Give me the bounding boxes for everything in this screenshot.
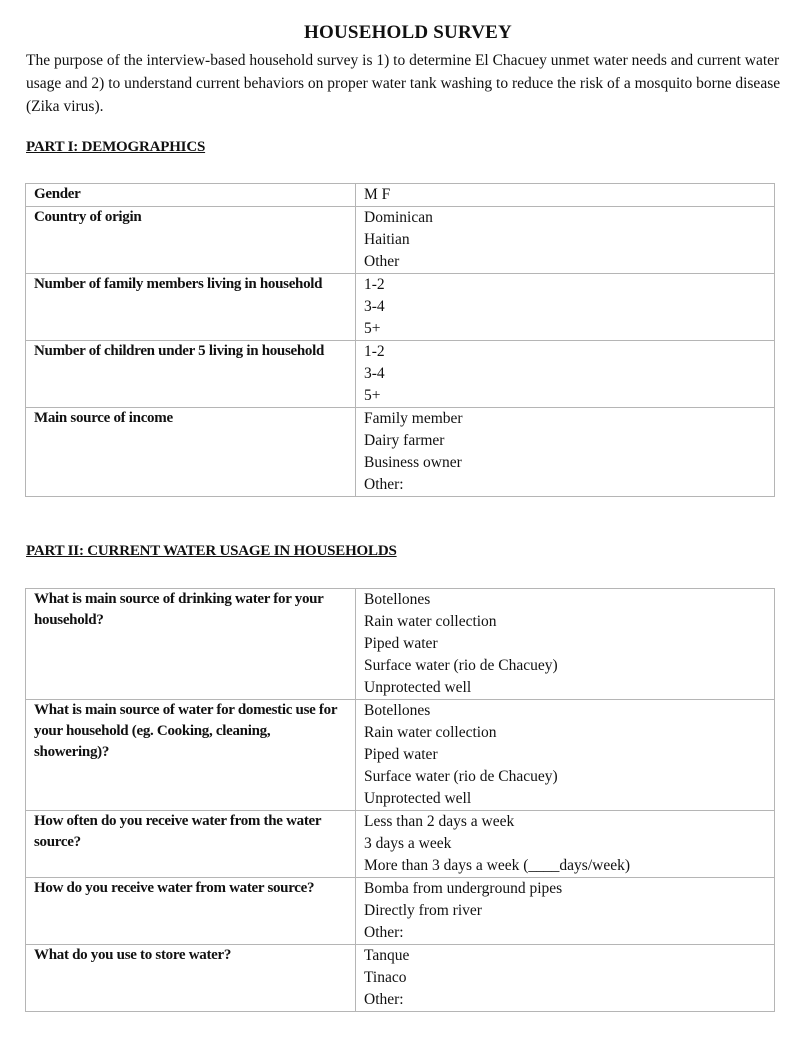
question-cell: Main source of income xyxy=(26,408,356,497)
answer-option: Haitian xyxy=(364,231,410,248)
answer-option: Piped water xyxy=(364,635,438,652)
answer-option: Unprotected well xyxy=(364,679,472,696)
part2-heading: PART II: CURRENT WATER USAGE IN HOUSEHOLDS xyxy=(26,543,397,559)
answer-option: Less than 2 days a week xyxy=(364,813,515,830)
options-cell xyxy=(356,408,775,497)
question-cell: How do you receive water from water source? xyxy=(26,878,356,945)
table-row xyxy=(26,184,775,207)
answer-option: M F xyxy=(364,186,391,203)
answer-option: Tinaco xyxy=(364,969,407,986)
answer-option: Piped water xyxy=(364,746,438,763)
options-cell xyxy=(356,700,775,811)
answer-option: Other xyxy=(364,253,400,270)
table-row xyxy=(26,207,775,274)
table-row xyxy=(26,274,775,341)
table-row xyxy=(26,878,775,945)
answer-option: Dominican xyxy=(364,209,433,226)
table-row xyxy=(26,341,775,408)
answer-option: More than 3 days a week (____days/week) xyxy=(364,857,630,874)
answer-option: 3-4 xyxy=(364,298,385,315)
question-cell: How often do you receive water from the water source? xyxy=(26,811,356,878)
options-cell xyxy=(356,184,775,207)
question-cell: Number of family members living in household xyxy=(26,274,356,341)
answer-option: Tanque xyxy=(364,947,410,964)
question-cell: Gender xyxy=(26,184,356,207)
question-cell: What is main source of drinking water for your household? xyxy=(26,589,356,700)
answer-option: Botellones xyxy=(364,702,431,719)
part1-heading: PART I: DEMOGRAPHICS xyxy=(26,139,206,155)
options-cell xyxy=(356,878,775,945)
table-row xyxy=(26,589,775,700)
demographics-table-body xyxy=(26,184,775,497)
options-cell xyxy=(356,207,775,274)
answer-option: Botellones xyxy=(364,591,431,608)
answer-option: Bomba from underground pipes xyxy=(364,880,563,897)
table-row xyxy=(26,700,775,811)
survey-title: HOUSEHOLD SURVEY xyxy=(304,22,512,43)
water-usage-table xyxy=(25,588,775,1012)
survey-intro: The purpose of the interview-based household survey is 1) to determine El Chacuey unmet water needs and current water usage and 2) to understand current behaviors on proper water tank washing to reduce the risk of a mosquito borne disease (Zika virus). xyxy=(26,52,781,115)
answer-option: Rain water collection xyxy=(364,613,497,630)
question-cell: Number of children under 5 living in household xyxy=(26,341,356,408)
answer-option: 5+ xyxy=(364,387,381,404)
table-row xyxy=(26,811,775,878)
answer-option: Surface water (rio de Chacuey) xyxy=(364,768,558,785)
answer-option: Family member xyxy=(364,410,463,427)
answer-option: 3-4 xyxy=(364,365,385,382)
answer-option: 1-2 xyxy=(364,276,385,293)
answer-option: Rain water collection xyxy=(364,724,497,741)
answer-option: Surface water (rio de Chacuey) xyxy=(364,657,558,674)
answer-option: 5+ xyxy=(364,320,381,337)
answer-option: Dairy farmer xyxy=(364,432,445,449)
question-cell: What is main source of water for domestic use for your household (eg. Cooking, cleaning, showering)? xyxy=(26,700,356,811)
answer-option: Business owner xyxy=(364,454,462,471)
options-cell xyxy=(356,945,775,1012)
options-cell xyxy=(356,274,775,341)
table-row xyxy=(26,408,775,497)
answer-option: 3 days a week xyxy=(364,835,452,852)
water-usage-table-body xyxy=(26,589,775,1012)
question-cell: Country of origin xyxy=(26,207,356,274)
answer-option: Other: xyxy=(364,991,404,1008)
answer-option: Directly from river xyxy=(364,902,482,919)
answer-option: 1-2 xyxy=(364,343,385,360)
answer-option: Other: xyxy=(364,924,404,941)
answer-option: Other: xyxy=(364,476,404,493)
options-cell xyxy=(356,811,775,878)
options-cell xyxy=(356,589,775,700)
options-cell xyxy=(356,341,775,408)
table-row xyxy=(26,945,775,1012)
demographics-table xyxy=(25,183,775,497)
question-cell: What do you use to store water? xyxy=(26,945,356,1012)
answer-option: Unprotected well xyxy=(364,790,472,807)
